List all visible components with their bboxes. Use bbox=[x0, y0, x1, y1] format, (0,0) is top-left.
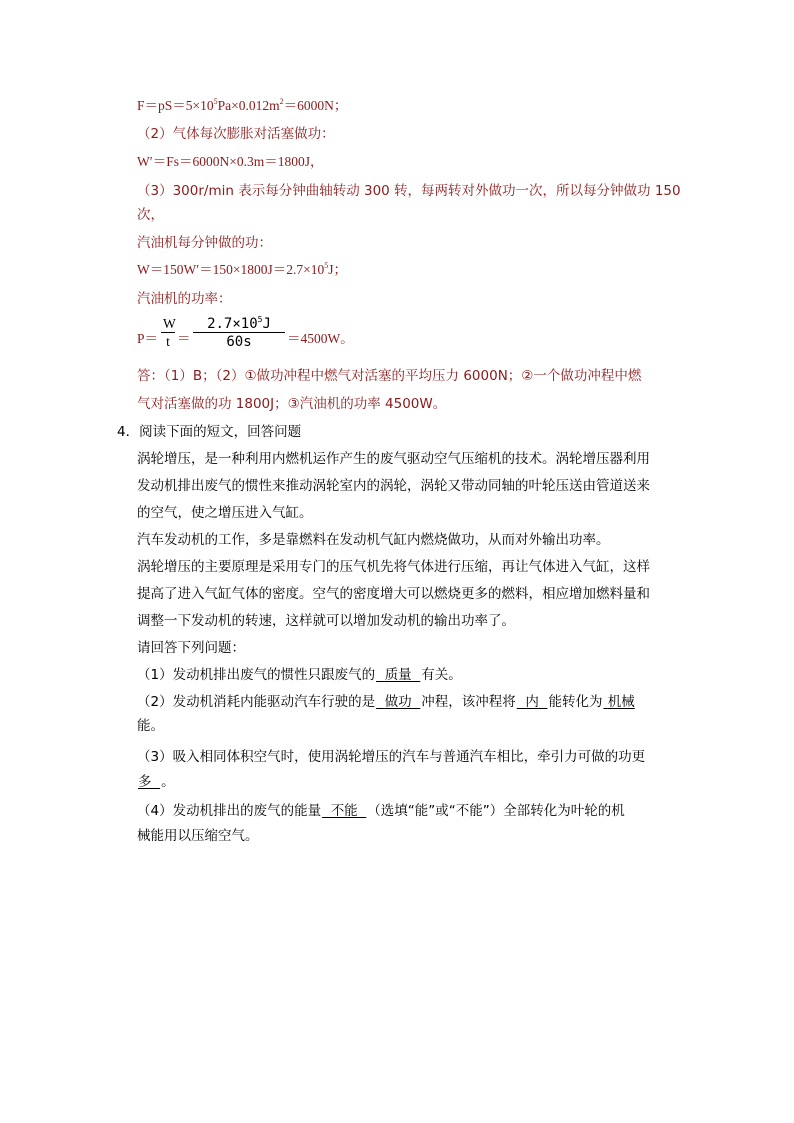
question-prompt: 请回答下列问题： bbox=[137, 640, 245, 656]
text: 能转化为 bbox=[548, 694, 603, 710]
work-per-minute-label: 汽油机每分钟做的功： bbox=[137, 235, 272, 251]
text: W＝150W′＝150×1800J＝2.7×10 bbox=[137, 262, 325, 277]
answer-line-2: 气对活塞做的功 1800J；③汽油机的功率 4500W。 bbox=[137, 396, 447, 412]
passage-line: 涡轮增压，是一种利用内燃机运作产生的废气驱动空气压缩机的技术。涡轮增压器利用 bbox=[137, 451, 650, 467]
passage-line: 的空气，使之增压进入气缸。 bbox=[137, 505, 313, 521]
exponent: 5 bbox=[257, 315, 263, 324]
denominator: 60s bbox=[226, 334, 252, 350]
sub-step-3: （3）300r/min 表示每分钟曲轴转动 300 转，每两转对外做功一次，所以每分钟做功 150 bbox=[137, 183, 681, 199]
answer-blank bbox=[602, 694, 635, 710]
text: 冲程，该冲程将 bbox=[421, 694, 516, 710]
text: 有关。 bbox=[421, 667, 462, 683]
exponent: 5 bbox=[213, 97, 218, 106]
denominator: t bbox=[166, 334, 170, 349]
text: Pa×0.012m bbox=[217, 98, 280, 113]
answer: 不能 bbox=[330, 803, 358, 819]
answer: 质量 bbox=[384, 667, 412, 683]
answer-blank bbox=[516, 694, 549, 710]
power-result: ＝4500W。 bbox=[287, 331, 354, 346]
question-4-3: （3）吸入相同体积空气时，使用涡轮增压的汽车与普通汽车相比，牵引力可做的功更 bbox=[137, 749, 646, 765]
numerator: W bbox=[163, 316, 176, 331]
equals: ＝ bbox=[177, 331, 191, 346]
answer-blank bbox=[321, 803, 367, 819]
answer-blank bbox=[137, 774, 161, 790]
passage-line: 发动机排出废气的惯性来推动涡轮室内的涡轮，涡轮又带动同轴的叶轮压送由管道送来 bbox=[137, 478, 650, 494]
sub-step-2: （2）气体每次膨胀对活塞做功： bbox=[137, 126, 335, 142]
answer: 内 bbox=[525, 694, 539, 710]
exponent: 2 bbox=[279, 97, 284, 106]
numerator-unit: J bbox=[262, 316, 271, 332]
passage-line: 提高了进入气缸气体的密度。空气的密度增大可以燃烧更多的燃料，相应增加燃料量和 bbox=[137, 586, 650, 602]
question-4-1 bbox=[137, 665, 684, 685]
work-formula: W′＝Fs＝6000N×0.3m＝1800J， bbox=[137, 154, 324, 169]
answer: 多 bbox=[138, 774, 152, 790]
answer: 做功 bbox=[384, 694, 412, 710]
answer: 机械 bbox=[607, 694, 635, 710]
passage-line: 涡轮增压的主要原理是采用专门的压气机先将气体进行压缩，再让气体进入气缸，这样 bbox=[137, 559, 650, 575]
answer-blank bbox=[375, 667, 421, 683]
text: ＝6000N； bbox=[283, 98, 348, 113]
question-4-2-cont: 能。 bbox=[137, 718, 164, 734]
force-formula bbox=[137, 96, 684, 116]
text: （2）发动机消耗内能驱动汽车行驶的是 bbox=[137, 694, 376, 710]
fraction-w-over-t bbox=[161, 316, 175, 351]
passage-line: 调整一下发动机的转速，这样就可以增加发动机的输出功率了。 bbox=[137, 613, 515, 629]
question-4-4-cont: 械能用以压缩空气。 bbox=[137, 828, 259, 844]
question-4-4 bbox=[137, 801, 684, 821]
answer-line-1: 答：（1）B；（2）①做功冲程中燃气对活塞的平均压力 6000N；②一个做功冲程中燃 bbox=[137, 368, 642, 384]
numerator: 2.7×10 bbox=[207, 316, 258, 332]
fraction-work-over-time bbox=[193, 316, 285, 351]
power-label: 汽油机的功率： bbox=[137, 291, 232, 307]
power-lhs: P＝ bbox=[137, 331, 159, 346]
passage-line: 汽车发动机的工作，多是靠燃料在发动机气缸内燃烧做功，从而对外输出功率。 bbox=[137, 532, 610, 548]
question-4-3-cont bbox=[137, 772, 684, 792]
text: F＝pS＝5×10 bbox=[137, 98, 214, 113]
sub-step-3-cont: 次， bbox=[137, 207, 164, 223]
text: 。 bbox=[161, 774, 175, 790]
power-formula bbox=[137, 314, 537, 358]
question-4-2 bbox=[137, 692, 684, 712]
answer-blank bbox=[375, 694, 421, 710]
work-per-minute-formula bbox=[137, 260, 684, 280]
text: （1）发动机排出废气的惯性只跟废气的 bbox=[137, 667, 376, 683]
text: J； bbox=[328, 262, 348, 277]
text: （选填“能”或“不能”）全部转化为叶轮的机 bbox=[367, 803, 625, 819]
text: （4）发动机排出的废气的能量 bbox=[137, 803, 322, 819]
exponent: 5 bbox=[324, 261, 329, 270]
question-4-heading: 4．阅读下面的短文，回答问题 bbox=[117, 424, 302, 440]
